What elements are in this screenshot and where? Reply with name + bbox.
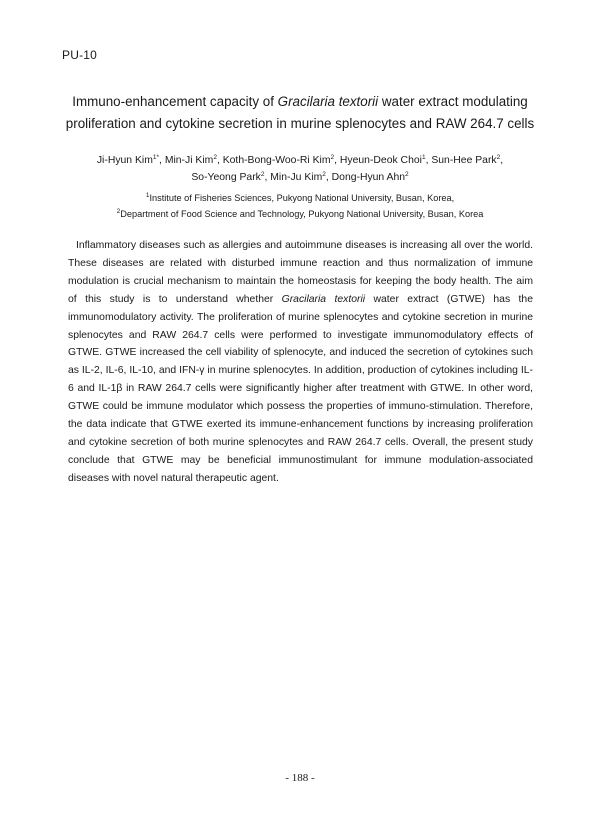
abstract-body xyxy=(68,237,533,488)
abstract-text-1: Inflammatory diseases such as allergies and autoimmune diseases is increasing all over the world. These diseases are related with disturbed immune reaction and thus normalization of immune modulation is crucial mechanism to maintain the homeostasis for keeping the body health. The aim of this study is to understand whether xyxy=(68,240,533,305)
poster-code: PU-10 xyxy=(62,48,98,62)
author-1: Ji-Hyun Kim$^{1*}$ xyxy=(96,154,160,166)
author-5: Sun-Hee Park$^2$ xyxy=(431,154,501,166)
author-8: Dong-Hyun Ahn$^2$ xyxy=(331,170,409,183)
title-species: Gracilaria textorii xyxy=(277,94,379,109)
author-7: Min-Ju Kim$^2$ xyxy=(270,170,326,183)
paper-title xyxy=(40,91,560,135)
title-part-1: Immuno-enhancement capacity of xyxy=(72,94,278,109)
affiliation-1: $^1$Institute of Fisheries Sciences, Pukyong National University, Busan, Korea, xyxy=(145,192,455,203)
author-6: So-Yeong Park$^2$ xyxy=(191,170,265,183)
author-3: Koth-Bong-Woo-Ri Kim$^2$ xyxy=(222,154,335,166)
title-part-2: water extract modulating proliferation and cytokine secretion in murine splenocytes and RAW 264.7 cells xyxy=(65,94,535,131)
page-number: - 188 - xyxy=(285,772,315,784)
abstract-text-2: water extract (GTWE) has the immunomodulatory activity. The proliferation of murine splenocytes and cytokine secretion in murine splenocytes and RAW 264.7 cells were performed to investigate immunomodulatory effects of GTWE. GTWE increased the cell viability of splenocyte, and induced the secretion of cytokines such as IL-2, IL-6, IL-10, and IFN-γ in murine splenocytes. In addition, production of cytokines including IL-6 and IL-1β in RAW 264.7 cells were significantly higher after treatment with GTWE. In other word, GTWE could be immune modulator which possess the properties of immuno-stimulation. Therefore, the data indicate that GTWE exerted its immune-enhancement functions by increasing proliferation and cytokine secretion of both murine splenocytes and RAW 264.7 cells. Overall, the present study conclude that GTWE may be beneficial immunostimulant for immune modulation-associated diseases with novel natural therapeutic agent. xyxy=(68,293,533,484)
affiliation-2: $^2$Department of Food Science and Technology, Pukyong National University, Busan, Korea xyxy=(116,208,484,219)
abstract-species: Gracilaria textorii xyxy=(281,293,366,305)
abstract-paragraph xyxy=(68,237,533,488)
affiliations xyxy=(60,190,540,222)
author-2: Min-Ji Kim$^2$ xyxy=(164,154,217,166)
author-4: Hyeun-Deok Choi$^1$ xyxy=(339,154,426,166)
author-list: Ji-Hyun Kim$^{1*}$, Min-Ji Kim$^2$, Koth-Bong-Woo-Ri Kim$^2$, Hyeun-Deok Choi$^1$, Sun-Hee Park$^2$, So-Yeong Park$^2$, Min-Ju Kim$^2$, Dong-Hyun Ahn$^2$ xyxy=(96,154,504,183)
